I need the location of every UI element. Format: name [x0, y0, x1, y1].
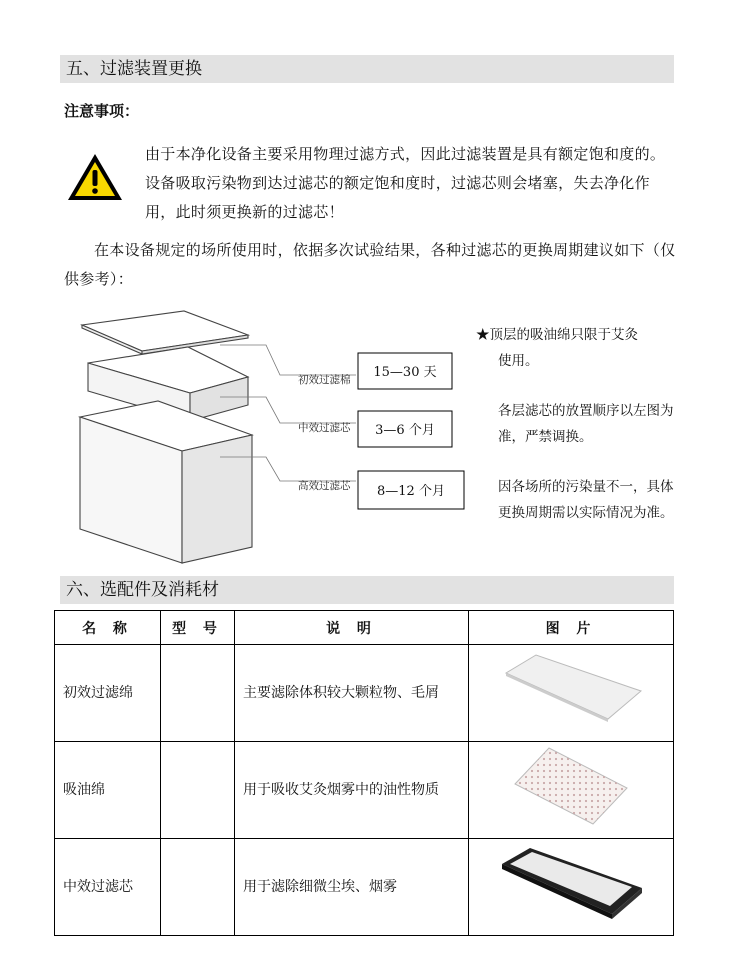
- header-name: 名 称: [55, 611, 161, 645]
- parts-table: [54, 610, 674, 936]
- side-note: 各层滤芯的放置顺序以左图为准，严禁调换。: [498, 403, 674, 445]
- layer-label: 初效过滤棉: [298, 374, 351, 386]
- notice-label: 注意事项：: [64, 102, 140, 120]
- part-image: [469, 645, 674, 742]
- part-model: [161, 839, 235, 936]
- layer-label: 中效过滤芯: [298, 422, 351, 434]
- side-note: [476, 322, 676, 374]
- header-desc: 说 明: [235, 611, 469, 645]
- period-label: 8—12 个月: [377, 484, 445, 499]
- table-row: [55, 839, 674, 936]
- medium-filter-image: [496, 842, 646, 922]
- side-note-line: ★顶层的吸油绵只限于艾灸: [476, 327, 638, 343]
- notice-text: 由于本净化设备主要采用物理过滤方式，因此过滤装置是具有额定饱和度的。设备吸取污染物到达过滤芯的额定饱和度时，过滤芯则会堵塞，失去净化作用，此时须更换新的过滤芯！: [145, 145, 666, 221]
- part-image: [469, 742, 674, 839]
- primary-filter-pad-image: [496, 653, 646, 723]
- part-desc: 用于吸收艾灸烟雾中的油性物质: [235, 742, 469, 839]
- section-6-heading: 六、选配件及消耗材: [60, 576, 674, 604]
- part-name: 中效过滤芯: [55, 839, 161, 936]
- part-name: 吸油绵: [55, 742, 161, 839]
- period-label: 15—30 天: [373, 365, 437, 380]
- header-image: 图 片: [469, 611, 674, 645]
- side-note: 因各场所的污染量不一，具体更换周期需以实际情况为准。: [498, 479, 674, 521]
- part-image: [469, 839, 674, 936]
- table-row: [55, 742, 674, 839]
- side-note-line: 使用。: [498, 353, 539, 369]
- part-desc: 主要滤除体积较大颗粒物、毛屑: [235, 645, 469, 742]
- part-model: [161, 645, 235, 742]
- warning-triangle-icon: [66, 152, 124, 202]
- part-desc: 用于滤除细微尘埃、烟雾: [235, 839, 469, 936]
- part-name: 初效过滤绵: [55, 645, 161, 742]
- oil-absorbent-pad-image: [511, 744, 631, 826]
- period-label: 3—6 个月: [375, 423, 435, 438]
- intro-paragraph: 在本设备规定的场所使用时，依据多次试验结果，各种过滤芯的更换周期建议如下（仅供参考）：: [64, 241, 676, 288]
- header-model: 型 号: [161, 611, 235, 645]
- part-model: [161, 742, 235, 839]
- table-header-row: [55, 611, 674, 645]
- filter-stack-diagram: [70, 305, 470, 567]
- layer-label: 高效过滤芯: [298, 480, 351, 492]
- side-notes: [476, 322, 676, 550]
- section-5-heading: 五、过滤装置更换: [60, 55, 674, 83]
- table-row: [55, 645, 674, 742]
